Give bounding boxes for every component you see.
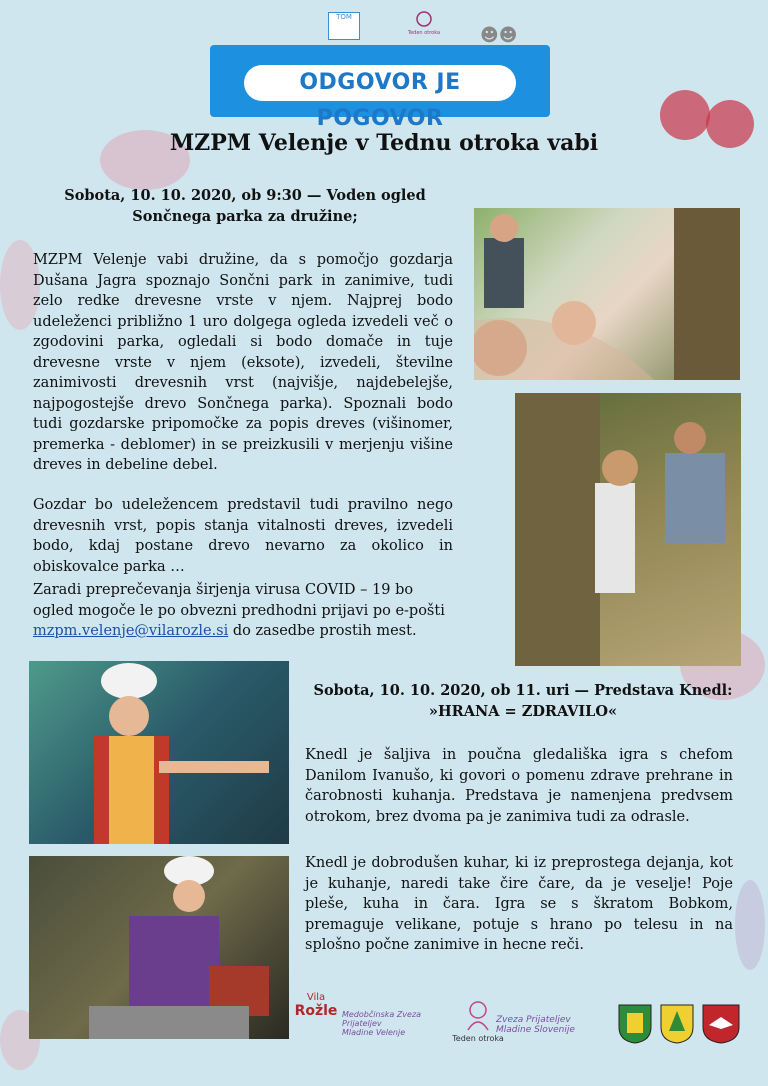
teden-otroka-logo: Teden otroka <box>404 10 444 40</box>
zpms-logo: Zveza Prijateljev Mladine Slovenije <box>496 1015 575 1035</box>
header-logos <box>320 10 450 40</box>
coat-of-arms-yellow-icon <box>617 1003 653 1045</box>
section1-paragraph-3: Zaradi preprečevanja širjenja virusa COVID – 19 bo ogled mogoče le po obvezni predhodni prijavi po e-pošti mzpm.velenje@vilarozle.si do zasedbe prostih mest. <box>33 582 445 639</box>
coat-of-arms-3 <box>701 1003 741 1045</box>
banner-text: ODGOVOR JE POGOVOR <box>299 70 461 131</box>
photo-illustration-3 <box>29 661 289 844</box>
photo-chef-knedl-2 <box>29 856 289 1039</box>
photo-children-measuring-tree <box>474 208 740 380</box>
email-link[interactable]: mzpm.velenje@vilarozle.si <box>33 623 229 639</box>
section1-paragraph-1: MZPM Velenje vabi družine, da s pomočjo gozdarja Dušana Jagra spoznajo Sončni park in zanimive, tudi zelo redke drevesne vrste v njem. Najprej bodo udeleženci približno 1 uro dolgega ogleda izvedeli več o zgodovini parka, ogledali si bodo domače in tuje drevesne vrste v njem (eksote), izvedeli, številne zanimivosti drevesnih vrst (najvišje, najdebelejše, najpogostejše drevo Sončnega parka). Spoznali bodo tudi gozdarske pripomočke za popis dreves (višinomer, premerka - deblomer) in se preizkusili v merjenju višine dreves in debeline debel. <box>33 252 453 473</box>
coat-of-arms-1 <box>617 1003 653 1045</box>
tom-logo: TOM <box>328 12 360 40</box>
bg-grape-shape <box>735 880 765 970</box>
child-figure-icon <box>463 1000 493 1032</box>
section2-paragraph-1: Knedl je šaljiva in poučna gledališka igra s chefom Danilom Ivanušo, ki govori o pomenu zdrave prehrane in čarobnosti kuhanja. Predstava je namenjena predvsem otrokom, brez dvoma pa je zanimiva tudi za odrasle. <box>305 747 733 825</box>
section1-heading: Sobota, 10. 10. 2020, ob 9:30 — Voden ogled Sončnega parka za družine; <box>64 187 426 225</box>
photo-chef-knedl-1 <box>29 661 289 844</box>
banner-bubble <box>244 65 516 131</box>
section1-paragraph-2: Gozdar bo udeležencem predstavil tudi pravilno nego drevesnih vrst, popis stanja vitalnosti dreves, izvedeli bodo, kdaj postane drevo nevarno za okolico in obiskovalce parka … <box>33 497 453 575</box>
section2-heading: Sobota, 10. 10. 2020, ob 11. uri — Predstava Knedl: »HRANA = ZDRAVILO« <box>313 682 733 720</box>
photo-illustration <box>474 208 740 380</box>
section2-paragraph-2: Knedl je dobrodušen kuhar, ki iz preprostega dejanja, kot je kuhanje, naredi take čire čare, da je veselje! Poje pleše, kuha in čara. Igra se s škratom Bobkom, premaguje velikane, potuje s hrano po telesu in na splošno počne zanimive in hecne reči. <box>305 855 733 953</box>
figures-icon: ☻☻ <box>480 25 518 46</box>
coat-of-arms-red-icon <box>701 1003 741 1045</box>
vila-rozle-logo: Vila Rožle <box>294 992 338 1019</box>
photo-illustration-2 <box>515 393 741 666</box>
teden-otroka-footer-logo: Teden otroka <box>448 1000 508 1060</box>
photo-girl-measuring-tree <box>515 393 741 666</box>
teden-otroka-icon <box>414 10 434 28</box>
page-title: MZPM Velenje v Tednu otroka vabi <box>169 130 599 156</box>
coat-of-arms-2 <box>659 1003 695 1045</box>
photo-illustration-4 <box>29 856 289 1039</box>
mzpm-logo: Medobčinska Zveza Prijateljev Mladine Velenje <box>342 1010 422 1037</box>
coat-of-arms-green-icon <box>659 1003 695 1045</box>
